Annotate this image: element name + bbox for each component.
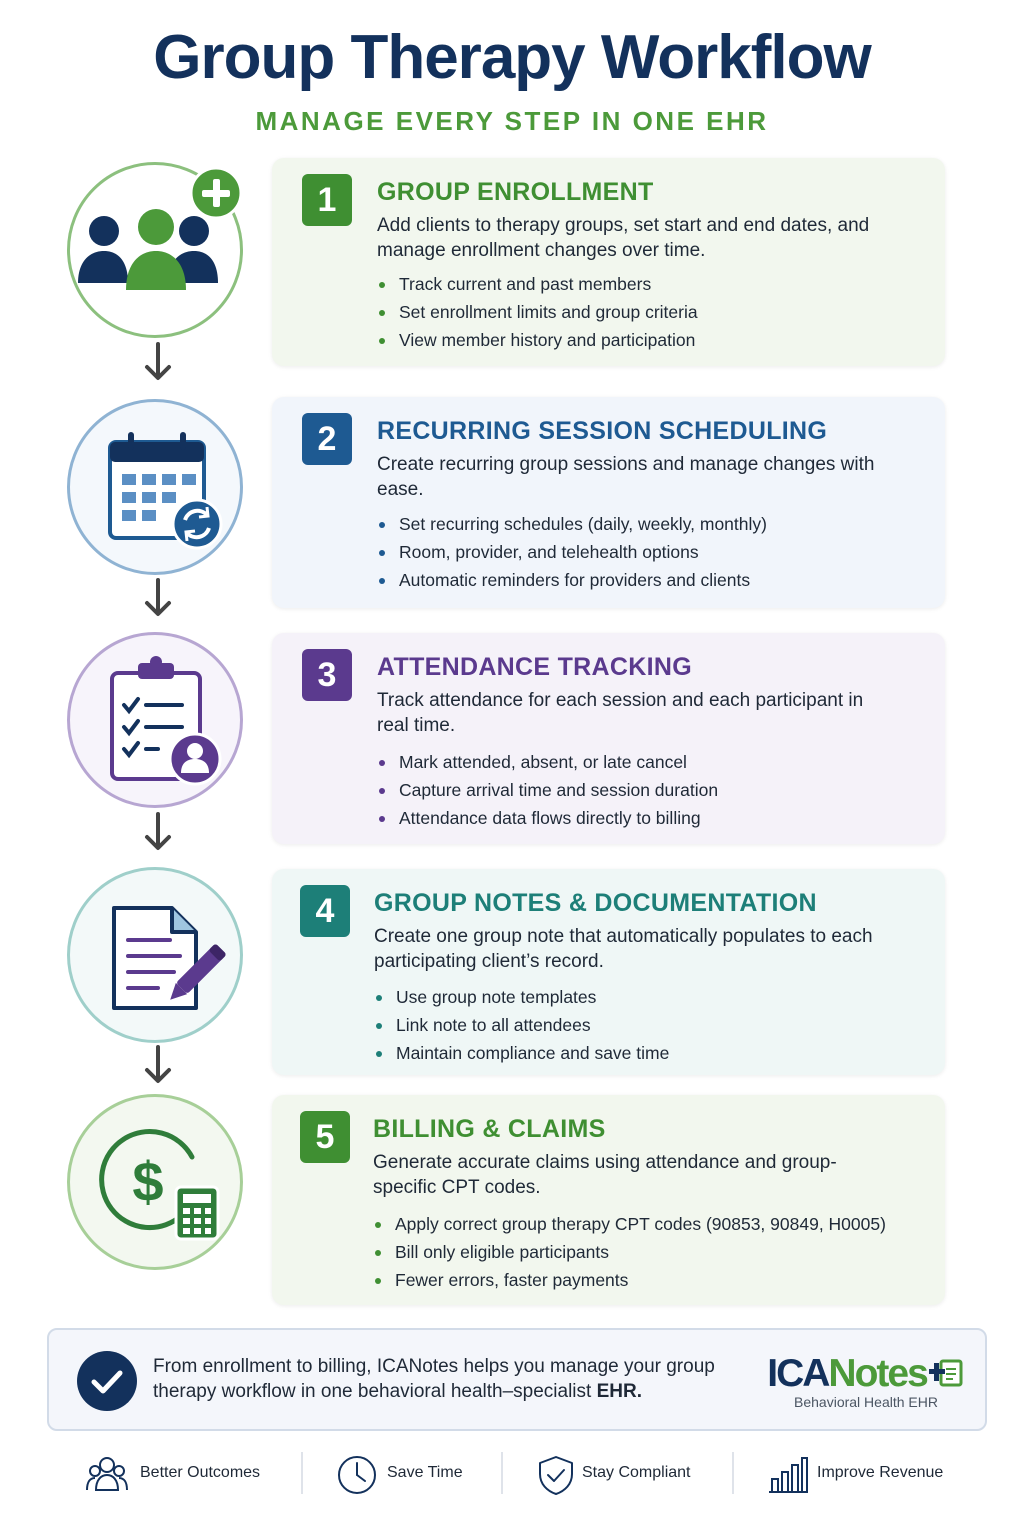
step-card [272, 869, 945, 1075]
step-1-icon-circle [67, 162, 243, 338]
divider [732, 1452, 734, 1494]
benefit-stay-compliant [535, 1452, 715, 1496]
divider [301, 1452, 303, 1494]
group-add-icon [70, 165, 240, 335]
brand-ica: ICA [767, 1352, 829, 1395]
step-bullet: Track current and past members [377, 270, 698, 298]
step-number-badge: 1 [302, 174, 352, 226]
arrow-down-icon [142, 578, 174, 620]
divider [501, 1452, 503, 1494]
benefit-label: Improve Revenue [817, 1464, 944, 1481]
benefit-label: Better Outcomes [140, 1464, 261, 1481]
step-bullet-list [377, 270, 698, 354]
step-title: RECURRING SESSION SCHEDULING [377, 417, 828, 445]
step-bullet: Set enrollment limits and group criteria [377, 298, 698, 326]
step-bullet: Capture arrival time and session duration [377, 776, 718, 804]
step-card [272, 158, 945, 366]
step-description: Generate accurate claims using attendance and group-specific CPT codes. [373, 1152, 837, 1198]
attendance-clipboard-icon [70, 635, 240, 805]
people-icon [86, 1454, 128, 1496]
step-title: ATTENDANCE TRACKING [377, 653, 692, 681]
step-3-icon-circle [67, 632, 243, 808]
bar-chart-icon [767, 1454, 809, 1496]
step-5-icon-circle [67, 1094, 243, 1270]
arrow-down-icon [142, 812, 174, 854]
step-2-icon-circle [67, 399, 243, 575]
step-4-icon-circle [67, 867, 243, 1043]
step-title: BILLING & CLAIMS [373, 1115, 606, 1143]
page-title: Group Therapy Workflow [153, 23, 871, 92]
step-bullet: Attendance data flows directly to billing [377, 804, 718, 832]
recurring-calendar-icon [70, 402, 240, 572]
benefit-better-outcomes [86, 1452, 286, 1496]
svg-text:$: $ [132, 1150, 164, 1213]
document-pen-icon [70, 870, 240, 1040]
step-bullet: Automatic reminders for providers and clients [377, 566, 767, 594]
brand-logo [763, 1352, 969, 1410]
step-bullet: Apply correct group therapy CPT codes (90853, 90849, H0005) [373, 1210, 886, 1238]
dollar-calculator-icon [70, 1097, 240, 1267]
check-circle-icon [76, 1350, 138, 1412]
benefit-label: Stay Compliant [582, 1464, 691, 1481]
step-bullet-list [377, 748, 718, 832]
step-card [272, 397, 945, 608]
step-bullet: Set recurring schedules (daily, weekly, monthly) [377, 510, 767, 538]
step-bullet-list [373, 1210, 886, 1294]
brand-notes: Notes [828, 1352, 927, 1395]
arrow-down-icon [142, 342, 174, 384]
step-description: Add clients to therapy groups, set start and end dates, and manage enrollment changes over time. [377, 215, 870, 261]
step-bullet: Bill only eligible participants [373, 1238, 886, 1266]
summary-text: From enrollment to billing, ICANotes helps you manage your group therapy workflow in one behavioral health–specialist EHR. [153, 1356, 715, 1402]
step-title: GROUP ENROLLMENT [377, 178, 654, 206]
page-subtitle: MANAGE EVERY STEP IN ONE EHR [255, 106, 769, 136]
brand-tagline: Behavioral Health EHR [794, 1394, 938, 1410]
step-title: GROUP NOTES & DOCUMENTATION [374, 889, 817, 917]
step-number-badge: 2 [302, 413, 352, 465]
step-bullet: Mark attended, absent, or late cancel [377, 748, 718, 776]
step-bullet: Fewer errors, faster payments [373, 1266, 886, 1294]
shield-check-icon [535, 1454, 577, 1496]
summary-banner [47, 1328, 987, 1431]
benefit-label: Save Time [387, 1464, 463, 1481]
step-bullet-list [377, 510, 767, 594]
benefit-save-time [336, 1452, 486, 1496]
step-bullet: Link note to all attendees [374, 1011, 669, 1039]
step-bullet: Room, provider, and telehealth options [377, 538, 767, 566]
step-bullet: Use group note templates [374, 983, 669, 1011]
step-description: Track attendance for each session and each participant in real time. [377, 690, 864, 736]
notes-plus-icon [929, 1357, 965, 1389]
step-bullet-list [374, 983, 669, 1067]
step-description: Create one group note that automatically populates to each participating client’s record. [374, 926, 873, 972]
benefit-improve-revenue [767, 1452, 957, 1496]
arrow-down-icon [142, 1045, 174, 1087]
step-bullet: View member history and participation [377, 326, 698, 354]
clock-icon [336, 1454, 378, 1496]
step-number-badge: 3 [302, 649, 352, 701]
step-bullet: Maintain compliance and save time [374, 1039, 669, 1067]
step-card [272, 1095, 945, 1305]
step-description: Create recurring group sessions and manage changes with ease. [377, 454, 875, 500]
step-number-badge: 5 [300, 1111, 350, 1163]
step-card [272, 633, 945, 844]
step-number-badge: 4 [300, 885, 350, 937]
